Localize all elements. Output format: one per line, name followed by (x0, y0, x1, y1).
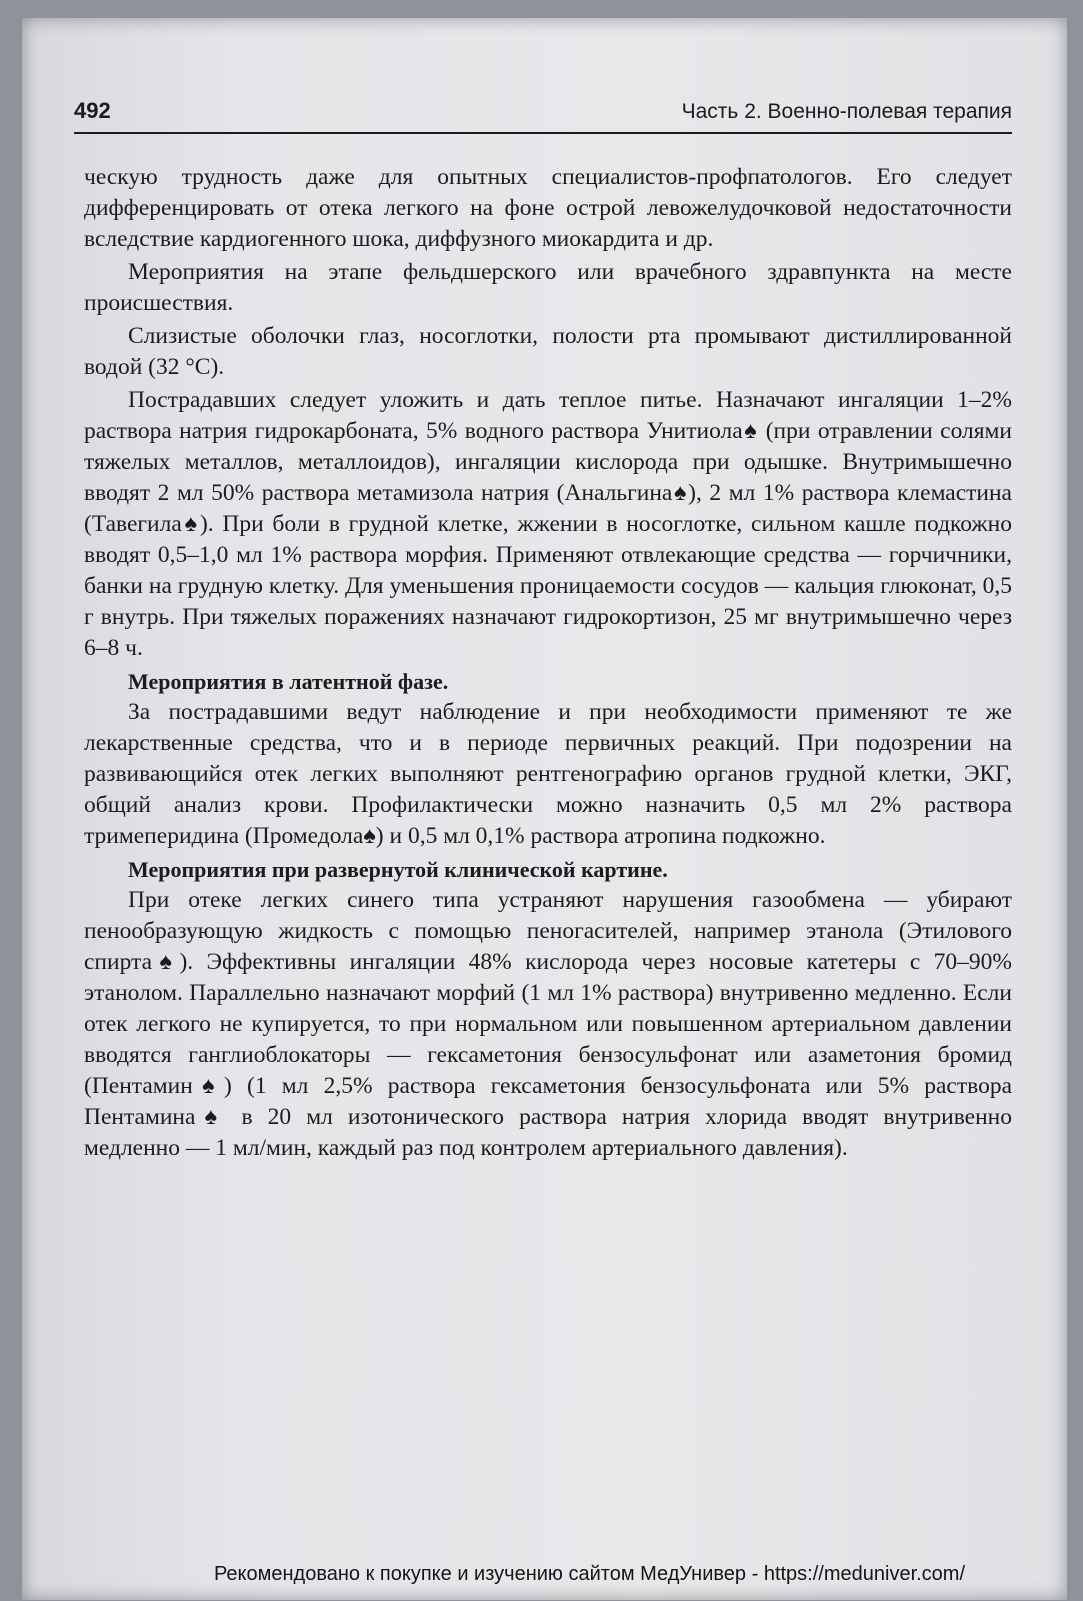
subheading-latent-phase: Мероприятия в латентной фазе. (128, 669, 449, 694)
paragraph-continuation: ческую трудность даже для опытных специалистов-профпатологов. Его следует дифференцировать от отека легкого на фоне острой левожелудочковой недостаточности вследствие кардиогенного шока, диффузного миокардита и др. (84, 164, 1012, 252)
paragraph-blue-edema: При отеке легких синего типа устраняют нарушения газообмена — убирают пенообразующую жидкость с помощью пеногасителей, например этанола (Этилового спирта♠). Эффективны ингаляции 48% кислорода через носовые катетеры с 70–90% этанолом. Параллельно назначают морфий (1 мл 1% раствора) внутривенно медленно. Если отек легкого не купируется, то при нормальном или повышенном артериальном давлении вводятся ганглиоблокаторы — гексаметония бензосульфонат или азаметония бромид (Пентамин♠) (1 мл 2,5% раствора гексаметония бензосульфоната или 5% раствора Пентамина♠ в 20 мл изотонического раствора натрия хлорида вводят внутривенно медленно — 1 мл/мин, каждый раз под контролем артериального давления). (84, 887, 1012, 1161)
running-head: Часть 2. Военно-полевая терапия (681, 100, 1012, 123)
page-header (74, 98, 1012, 134)
paragraph-mucous-rinse: Слизистые оболочки глаз, носоглотки, полости рта промывают дистиллированной водой (32 °C). (84, 323, 1012, 380)
page-body (84, 162, 1012, 1164)
paragraph-latent-phase: За пострадавшими ведут наблюдение и при необходимости применяют те же лекарственные средства, что и в периоде первичных реакций. При подозрении на развивающийся отек легких выполняют рентгенографию органов грудной клетки, ЭКГ, общий анализ крови. Профилактически можно назначить 0,5 мл 2% раствора тримеперидина (Промедола♠) и 0,5 мл 0,1% раствора атропина подкожно. (84, 699, 1012, 849)
subheading-clinical-picture: Мероприятия при развернутой клинической картине. (128, 857, 668, 882)
paragraph-measures-first-aid: Мероприятия на этапе фельдшерского или врачебного здравпункта на месте происшествия. (84, 259, 1012, 316)
paragraph-treatment: Пострадавших следует уложить и дать теплое питье. Назначают ингаляции 1–2% раствора натрия гидрокарбоната, 5% водного раствора Унитиола♠ (при отравлении солями тяжелых металлов, металлоидов), ингаляции кислорода при одышке. Внутримышечно вводят 2 мл 50% раствора метамизола натрия (Анальгина♠), 2 мл 1% раствора клемастина (Тавегила♠). При боли в грудной клетке, жжении в носоглотке, сильном кашле подкожно вводят 0,5–1,0 мл 1% раствора морфия. Применяют отвлекающие средства — горчичники, банки на грудную клетку. Для уменьшения проницаемости сосудов — кальция глюконат, 0,5 г внутрь. При тяжелых поражениях назначают гидрокортизон, 25 мг внутримышечно через 6–8 ч. (84, 387, 1012, 661)
page-number: 492 (74, 98, 111, 123)
footer-watermark: Рекомендовано к покупке и изучению сайтом МедУнивер - https://meduniver.com/ (213, 1563, 966, 1585)
